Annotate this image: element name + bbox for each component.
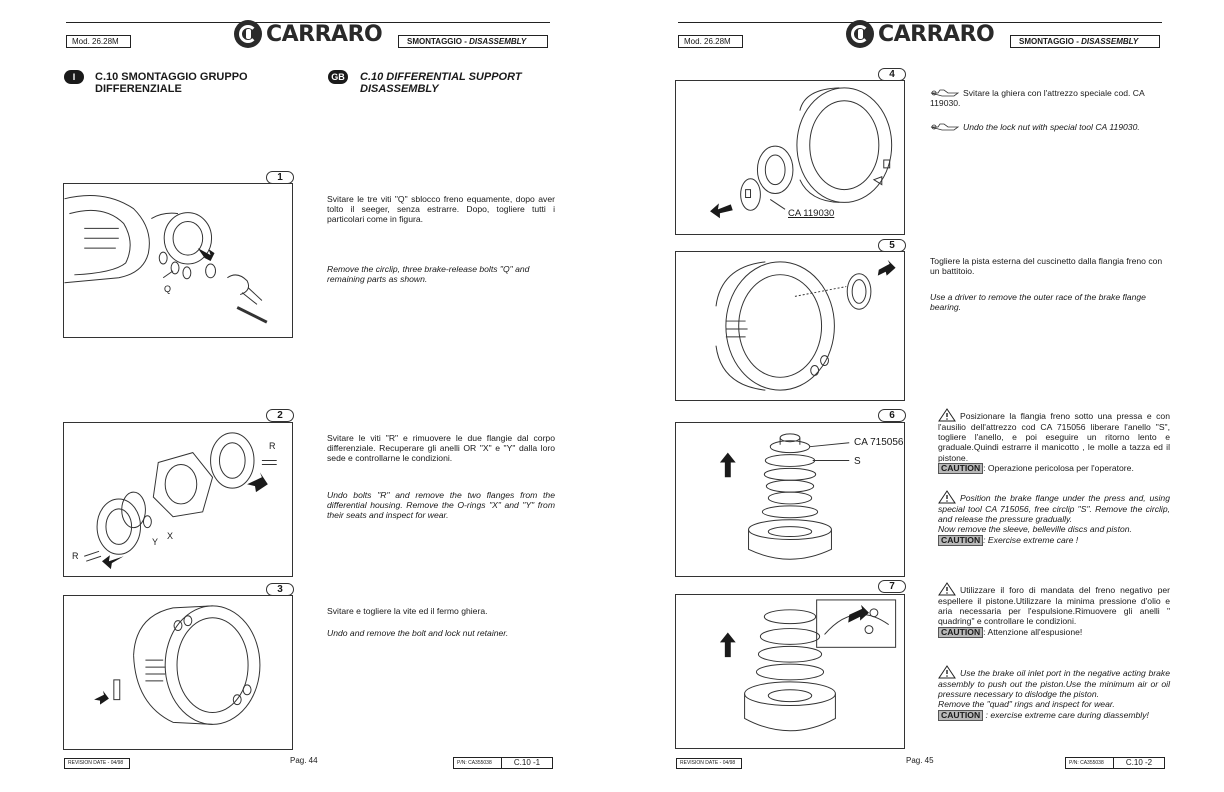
figure-2-illustration	[64, 423, 292, 576]
step-1-text-it: Svitare le tre viti "Q" sblocco freno equamente, dopo aver tolto il seeger, senza estrarre. Dopo, togliere tutti i particolari come in figura.	[327, 194, 555, 225]
step-6-en-2: Now remove the sleeve, belleville discs and piston.	[938, 524, 1132, 535]
step-7-text-it	[938, 582, 1170, 638]
warning-icon	[938, 490, 956, 504]
brand-name: CARRARO	[878, 21, 995, 47]
lang-badge-it: I	[64, 70, 84, 84]
figure-number: 2	[266, 409, 294, 422]
figure-5-outer-race	[675, 251, 905, 401]
figure-number: 1	[266, 171, 294, 184]
section-title-it: C.10 SMONTAGGIO GRUPPO DIFFERENZIALE	[95, 71, 248, 95]
figure-5-illustration	[676, 252, 904, 400]
section-it: SMONTAGGIO	[407, 37, 462, 46]
step-7-caution-en: : exercise extreme care during diassembly!	[983, 709, 1149, 720]
figure-number: 4	[878, 68, 906, 81]
part-number-box	[453, 757, 553, 769]
section-en: DISASSEMBLY	[1081, 37, 1139, 46]
section-title-en: C.10 DIFFERENTIAL SUPPORT DISASSEMBLY	[360, 71, 522, 95]
part-number: P/N: CA355038	[1066, 758, 1114, 768]
figure-2-flange-removal	[63, 422, 293, 577]
figure-1-illustration	[64, 184, 292, 337]
warning-icon	[938, 582, 956, 596]
section-code: C.10 -2	[1125, 758, 1153, 767]
step-2-text-en: Undo bolts "R" and remove the two flanges from the differential housing. Remove the O-rings "X" and "Y" from their seats and inspect for wear.	[327, 490, 555, 521]
section-en: DISASSEMBLY	[469, 37, 527, 46]
model-code: Mod. 26.28M	[678, 35, 743, 48]
step-4-en: Undo the lock nut with special tool CA 119030.	[963, 122, 1140, 132]
revision-date: REVISION DATE - 04/98	[64, 758, 130, 769]
figure-label: R	[269, 441, 276, 451]
step-6-it: Posizionare la flangia freno sotto una pressa e con l'ausilio dell'attrezzo cod CA 715056 liberare l'anello "S", togliere l'anello, e poi eseguire un ritorno lento e graduale.Quindi estrarre il manicotto , le molle a tazza ed il pistone.	[938, 411, 1170, 463]
step-6-text-it	[938, 408, 1170, 474]
step-7-en: Use the brake oil inlet port in the negative acting brake assembly to push out the piston.Use the minimum air or oil pressure necessary to dislodge the piston.	[938, 668, 1170, 700]
model-code: Mod. 26.28M	[66, 35, 131, 48]
step-7-text-en	[938, 665, 1170, 721]
figure-number: 7	[878, 580, 906, 593]
step-2-text-it: Svitare le viti "R" e rimuovere le due flangie dal corpo differenziale. Recuperare gli anelli OR "X" e "Y" dalla loro sede e controllarne le condizioni.	[327, 433, 555, 464]
step-6-caution-it: : Operazione pericolosa per l'operatore.	[983, 462, 1134, 473]
carraro-logo	[234, 20, 382, 48]
step-6-en: Position the brake flange under the press and, using special tool CA 715056, free circlip "S". Remove the circlip, and release the pressure gradually.	[938, 493, 1170, 525]
tool-icon	[930, 88, 960, 97]
warning-icon	[938, 665, 956, 679]
step-1-text-en: Remove the circlip, three brake-release bolts "Q" and remaining parts as shown.	[327, 264, 530, 285]
figure-label: Y	[152, 537, 159, 547]
step-4-it: Svitare la ghiera con l'attrezzo speciale cod. CA 119030.	[930, 88, 1145, 109]
page-number: Pag. 45	[906, 756, 934, 765]
caution-label: CAUTION	[938, 710, 983, 721]
section-code: C.10 -1	[513, 758, 541, 767]
step-6-text-en	[938, 490, 1170, 546]
figure-number: 6	[878, 409, 906, 422]
part-number: P/N: CA355038	[454, 758, 502, 768]
figure-label: CA 715056	[854, 437, 904, 448]
step-7-caution-it: : Attenzione all'espusione!	[983, 626, 1083, 637]
step-6-caution-en: : Exercise extreme care !	[983, 534, 1079, 545]
figure-label: R	[72, 551, 79, 561]
step-4-text-en	[930, 122, 1175, 132]
section-header: SMONTAGGIO - DISASSEMBLY	[1010, 35, 1160, 48]
part-number-box	[1065, 757, 1165, 769]
figure-3-lock-nut-retainer	[63, 595, 293, 750]
step-5-text-en: Use a driver to remove the outer race of the brake flange bearing.	[930, 292, 1146, 313]
right-page	[612, 0, 1224, 792]
step-7-it: Utilizzare il foro di mandata del freno negativo per espellere il pistone.Utilizzare la minima pressione d'olio e aria necessaria per l'espulsione.Rimuovere gli anelli " quadring" e controllare le condizioni.	[938, 585, 1170, 627]
carraro-logo	[846, 20, 994, 48]
revision-date: REVISION DATE - 04/98	[676, 758, 742, 769]
figure-7-piston-removal	[675, 594, 905, 749]
figure-number: 5	[878, 239, 906, 252]
step-5-text-it: Togliere la pista esterna del cuscinetto dalla flangia freno con un battitoio.	[930, 256, 1163, 277]
carraro-logo-icon	[234, 20, 262, 48]
figure-7-illustration	[676, 595, 904, 748]
figure-3-illustration	[64, 596, 292, 749]
tool-icon	[930, 122, 960, 131]
brand-name: CARRARO	[266, 21, 383, 47]
step-7-en-2: Remove the "quad" rings and inspect for wear.	[938, 699, 1115, 710]
figure-label: S	[854, 456, 861, 467]
figure-number: 3	[266, 583, 294, 596]
figure-4-lock-nut	[675, 80, 905, 235]
step-3-text-it: Svitare e togliere la vite ed il fermo ghiera.	[327, 606, 488, 616]
figure-label: Q	[164, 284, 172, 294]
figure-label: CA 119030	[788, 208, 835, 219]
step-3-text-en: Undo and remove the bolt and lock nut retainer.	[327, 628, 509, 638]
section-header: SMONTAGGIO - DISASSEMBLY	[398, 35, 548, 48]
figure-6-press-removal	[675, 422, 905, 577]
caution-label: CAUTION	[938, 535, 983, 546]
section-it: SMONTAGGIO	[1019, 37, 1074, 46]
caution-label: CAUTION	[938, 463, 983, 474]
step-4-text-it	[930, 88, 1170, 108]
figure-1-brake-release-bolts	[63, 183, 293, 338]
caution-label: CAUTION	[938, 627, 983, 638]
page-number: Pag. 44	[290, 756, 318, 765]
lang-badge-en: GB	[328, 70, 348, 84]
carraro-logo-icon	[846, 20, 874, 48]
warning-icon	[938, 408, 956, 422]
figure-label: X	[167, 531, 174, 541]
